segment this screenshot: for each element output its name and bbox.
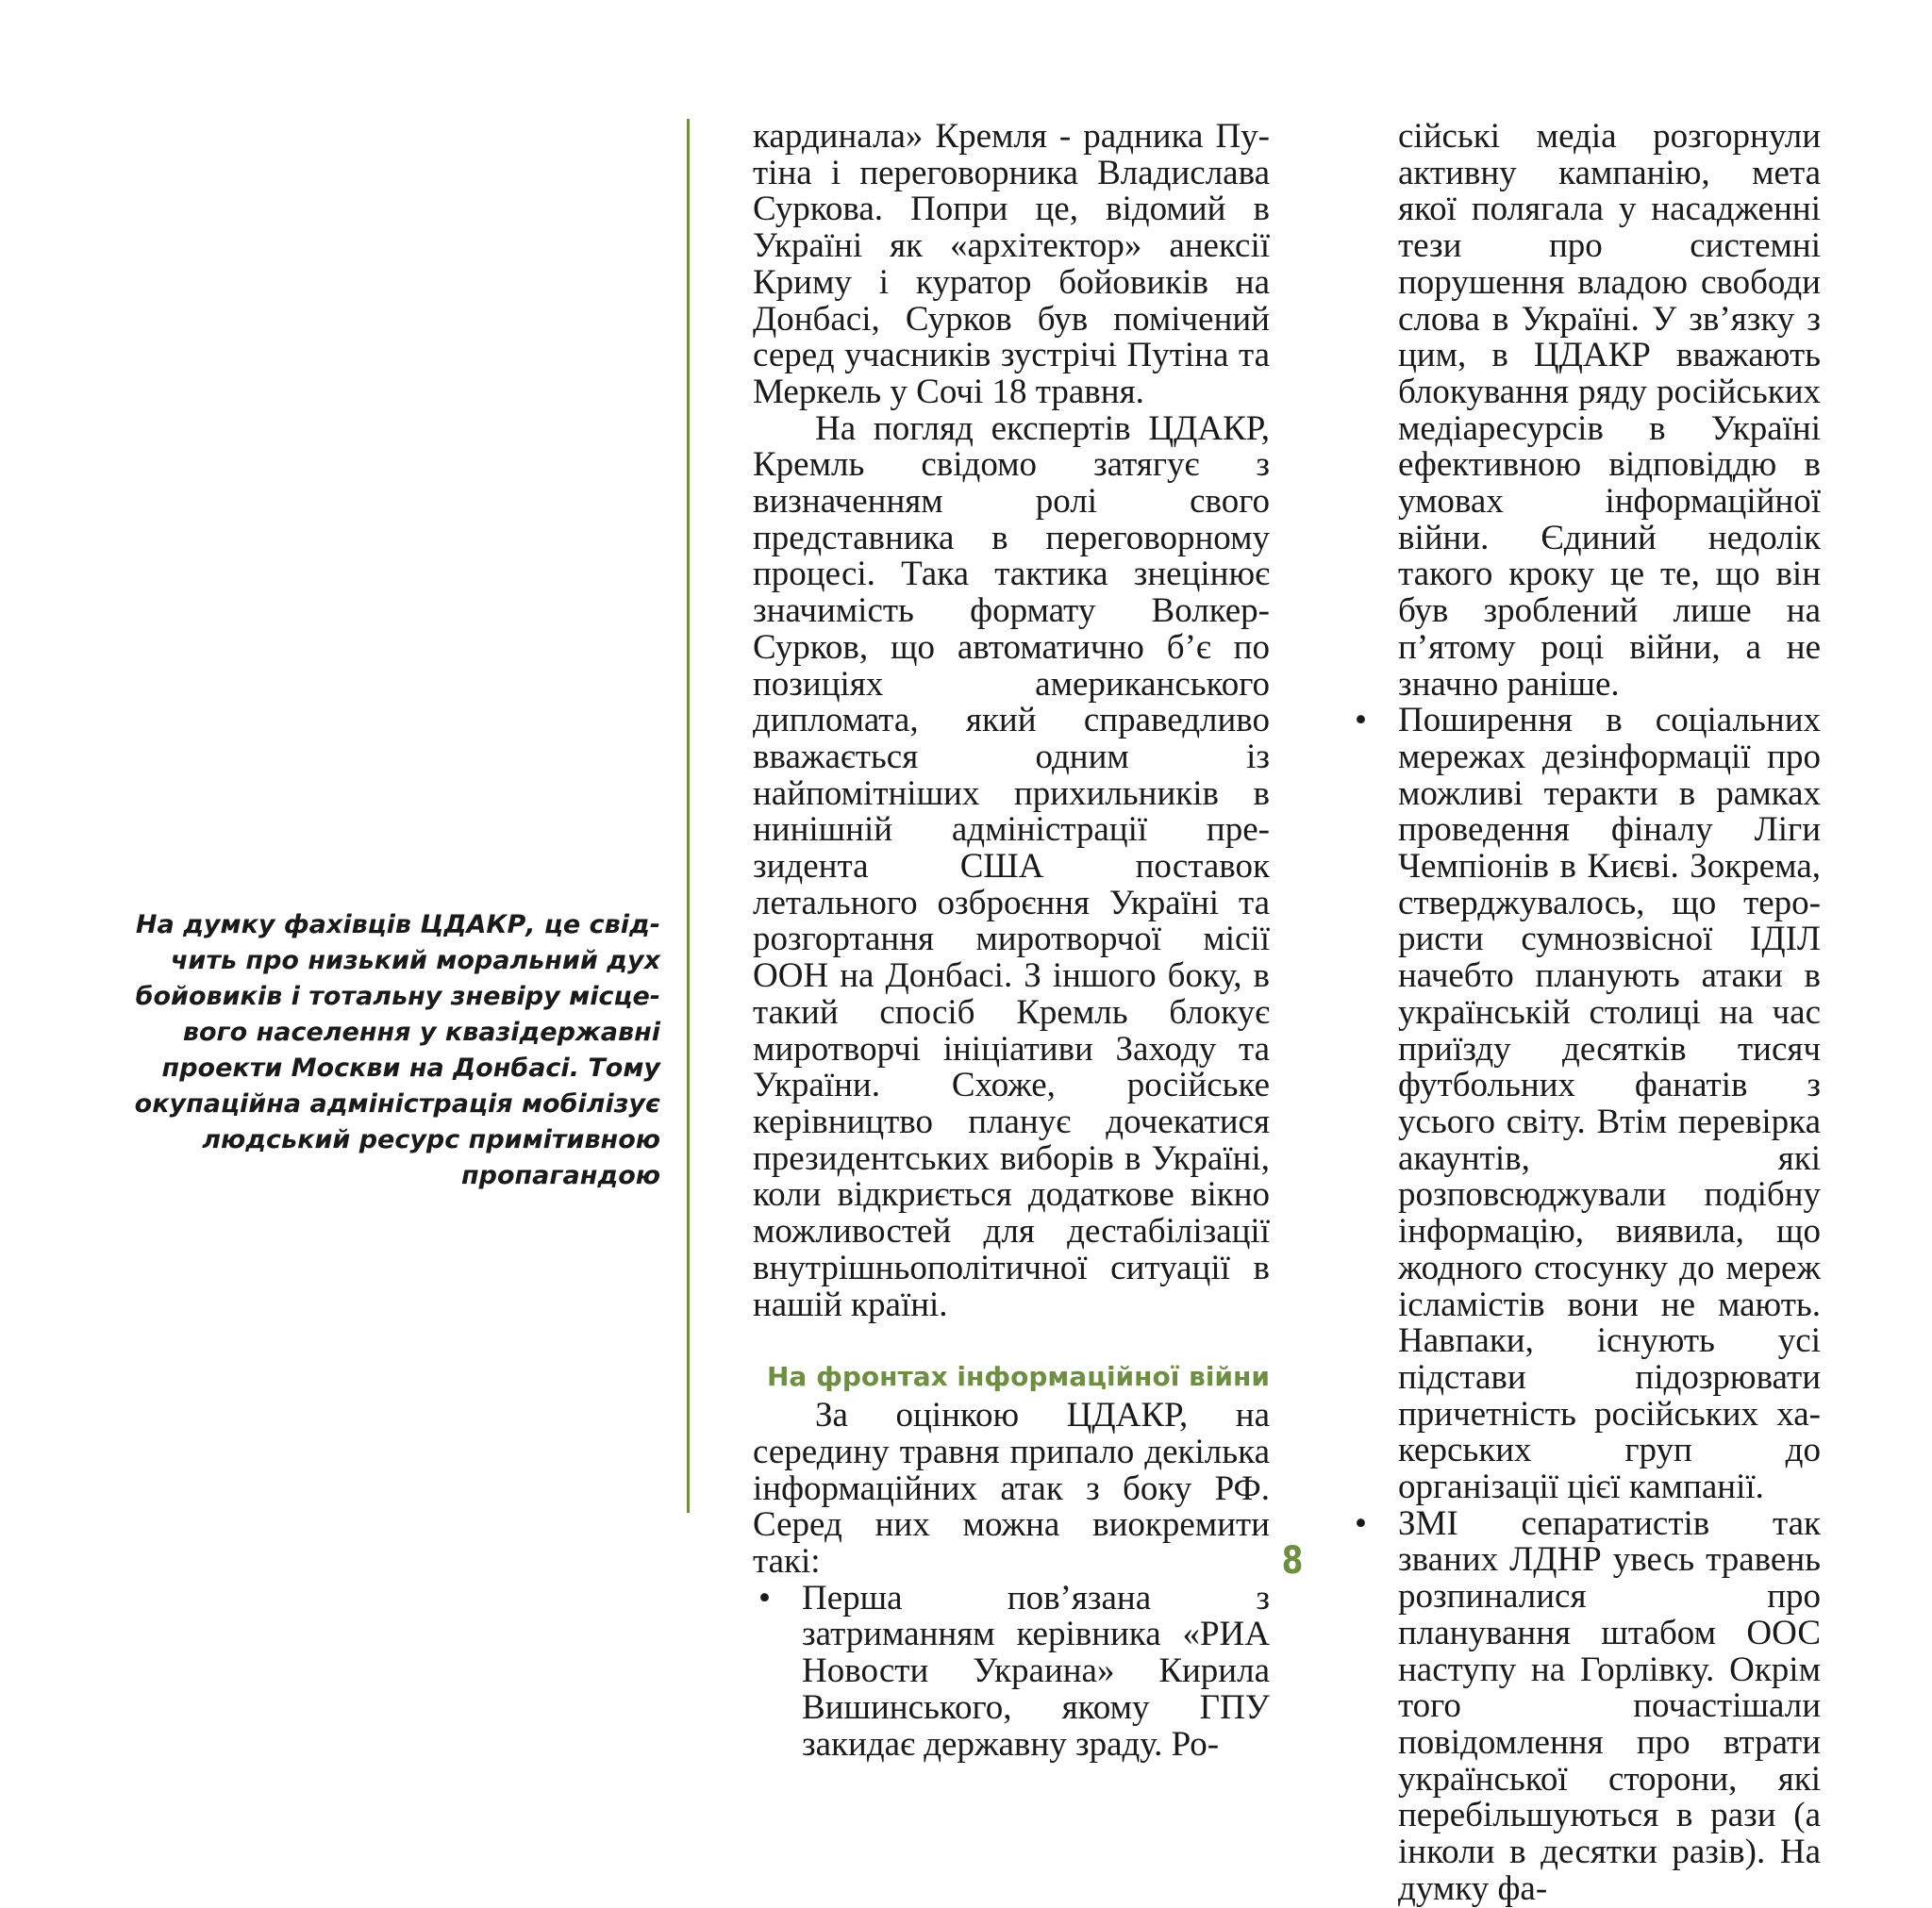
bullet-icon: •	[758, 1578, 771, 1618]
bullet-list	[1349, 119, 1821, 1907]
sidebar-pull-quote: На думку фахівців ЦДАКР, це свід-чить про низький моральний дух бойовиків і тотальну зневіру місце-вого населення у квазідержавні проекти Москви на Донбасі. Тому окупаційна адміністрація мобілізує людський ресурс примітивною пропагандою	[134, 910, 660, 1190]
article-column-middle	[753, 119, 1270, 1763]
paragraph-continuation: кардинала» Кремля - радника Путіна і переговорника Владислава Суркова. Попри це, відомий в Україні як «архітектор» анексії Криму і куратор бойовиків на Донбасі, Сурков був помічений серед учасників зустрічі Путіна та Меркель у Сочі 18 травня.	[753, 117, 1270, 411]
list-item	[1349, 703, 1821, 1505]
list-item	[1349, 1503, 1821, 1908]
list-item-text: Перша пов’язана з затриманням керівника «РИА Новости Украина» Кирила Вишинського, якому ГПУ закидає державну зраду. Ро-	[802, 1578, 1270, 1764]
list-item-text: ЗМІ сепаратистів так званих ЛДНР увесь травень розпиналися про планування штабом ООС наступу на Горлівку. Окрім того почастішали повідомлення про втрати української сторони, які перебільшуються в рази (а інколи в десятки разів). На думку фа-	[1398, 1503, 1821, 1908]
list-item-text: Поширення в соціальних мережах дезінформації про можливі теракти в рамках проведення фіналу Ліги Чемпіонів в Києві. Зокрема, стверджувалось, що терористи сумнозвісної ІДІЛ начебто планують атаки в українській столиці на час приїзду десятків тисяч футбольних фанатів з усього світу. Втім перевірка акаунтів, які розповсюджували подібну інформацію, виявила, що жодного стосунку до мереж ісламістів вони не мають. Навпаки, існують усі підстави підозрювати причетність російських хакерських груп до організації цієї кампанії.	[1398, 701, 1821, 1507]
list-item-text: сійські медіа розгорнули активну кампанію, мета якої полягала у насадженні тези про системні порушення владою свободи слова в Україні. У зв’язку з цим, в ЦДАКР вважають блокування ряду російських медіаресурсів в Україні ефективною відповіддю в умовах інформаційної війни. Єдиний недолік такого кроку це те, що він був зроблений лише на п’ятому році війни, а не значно раніше.	[1398, 117, 1821, 704]
list-item	[753, 1578, 1270, 1764]
section-heading: На фронтах інформаційної війни	[767, 1361, 1270, 1393]
bullet-icon: •	[1355, 1503, 1367, 1543]
article-column-right	[1349, 119, 1821, 1907]
bullet-icon: •	[1355, 701, 1367, 740]
paragraph-expert-view: На погляд експертів ЦДАКР, Кремль свідомо затягує з визначенням ролі свого представника в переговорному процесі. Така тактика знецінює значимість формату Волкер-Сурков, що автоматично б’є по позиціях американського дипломата, який справедливо вважається одним із найпомітніших прихильників в нинішній адміністрації президента США поставок летального озброєння Україні та розгортання миротворчої місії ООН на Донбасі. З іншого боку, в такий спосіб Кремль блокує миротворчі ініціативи Заходу та України. Схоже, російське керівництво планує дочекатися президентських виборів в Україні, коли відкриється додаткове вікно можливостей для дестабілізації внутрішньополітичної ситуації в нашій країні.	[753, 408, 1270, 1324]
bullet-list	[753, 1578, 1270, 1764]
list-item-continuation	[1349, 119, 1821, 703]
paragraph-info-attacks-intro: За оцінкою ЦДАКР, на середину травня припало декілька інформаційних атак з боку РФ. Серед них можна виокремити такі:	[753, 1396, 1270, 1582]
page-number: 8	[1281, 1539, 1304, 1583]
column-divider	[687, 119, 690, 1513]
